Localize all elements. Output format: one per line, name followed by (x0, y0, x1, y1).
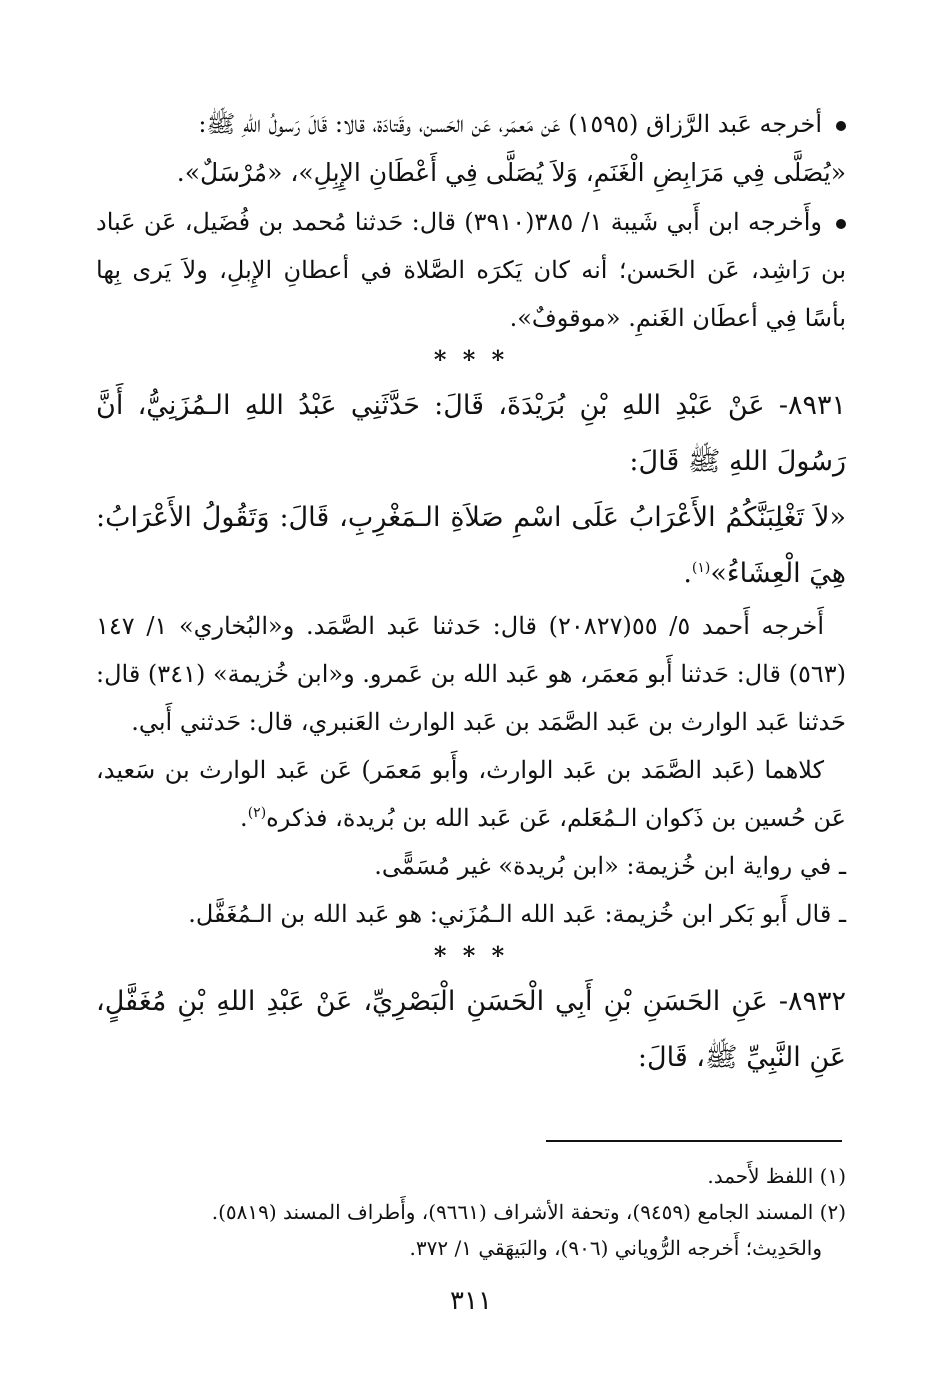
bullet-icon (836, 219, 846, 229)
hadith-8931-matn-text: «لاَ تَغْلِبَنَّكُمُ الأَعْرَابُ عَلَى اسْمِ صَلاَةِ الـمَغْرِبِ، قَالَ: وَتَقُولُ الأَعْرَابُ: هِيَ الْعِشَاءُ» (96, 502, 846, 589)
takhrij-abdulrazzaq-text: أخرجه عَبد الرَّزاق (١٥٩٥) عَن مَعمَر، عَن الحَسن، وقَتادَة، قالا: قَالَ رَسولُ اللهِ ﷺ: (198, 110, 822, 138)
footnote-divider (546, 1140, 842, 1142)
hadith-8931-note-1: ـ في رواية ابن خُزيمة: «ابن بُريدة» غير مُسَمًّى. (374, 852, 846, 880)
hadith-8931-takhrij: أَخرجه أَحمد ٥/ ٥٥(٢٠٨٢٧) قال: حَدثنا عَبد الصَّمَد. و«البُخاري» ١/ ١٤٧ (٥٦٣) قال: حَدثنا أَبو مَعمَر، هو عَبد الله بن عَمرو. و«ابن خُزيمة» (٣٤١) قال: حَدثنا عَبد الوارث بن عَبد الصَّمَد بن عَبد الوارث العَنبري، قال: حَدثني أَبي. (95, 612, 846, 736)
takhrij-ibn-abi-shayba (96, 198, 846, 342)
page-number: ٣١١ (450, 1286, 492, 1316)
hadith-8931-isnad: ٨٩٣١- عَنْ عَبْدِ اللهِ بْنِ بُرَيْدَةَ، قَالَ: حَدَّثَنِي عَبْدُ اللهِ الـمُزَنِيُّ، أَنَّ رَسُولَ اللهِ ﷺ قَالَ: (96, 390, 846, 477)
hadith-8931-both-end: . (240, 804, 248, 832)
mursal-quote: «يُصَلَّى فِي مَرَابِضِ الْغَنَمِ، وَلاَ يُصَلَّى فِي أَعْطَانِ الإِبِلِ»، «مُرْسَلٌ». (176, 158, 846, 187)
takhrij-ibn-abi-shayba-text: وأَخرجه ابن أَبي شَيبة ١/ ٣٨٥(٣٩١٠) قال: حَدثنا مُحمد بن فُضَيل، عَن عَباد بن رَاشِد، عَن الحَسن؛ أنه كان يَكرَه الصَّلاة في أعطانِ الإِبلِ، ولاَ يَرى بِها بأسًا فِي أعطَان الغَنمِ. «موقوفٌ». (96, 208, 846, 332)
footnote-2: (٢) المسند الجامع (٩٤٥٩)، وتحفة الأشراف (٩٦٦١)، وأَطراف المسند (٥٨١٩). (211, 1200, 846, 1224)
footnote-marker: (١) (691, 560, 711, 576)
bullet-icon (836, 121, 846, 131)
section-separator: * * * (433, 941, 509, 970)
hadith-8931-matn (96, 490, 846, 602)
hadith-8932-isnad: ٨٩٣٢- عَنِ الحَسَنِ بْنِ أَبِي الْحَسَنِ الْبَصْرِيِّ، عَنْ عَبْدِ اللهِ بْنِ مُغَفَّلٍ، عَنِ النَّبِيِّ ﷺ، قَالَ: (96, 986, 846, 1073)
hadith-8931-note-2: ـ قال أَبو بَكر ابن خُزيمة: عَبد الله الـمُزَني: هو عَبد الله بن الـمُغَفَّل. (188, 900, 846, 928)
footnote-2-continuation: والحَدِيث؛ أَخرجه الرُّوياني (٩٠٦)، والبَيهَقي ١/ ٣٧٢. (409, 1236, 822, 1260)
takhrij-abdulrazzaq (96, 100, 846, 148)
footnote-1: (١) اللفظ لأَحمد. (707, 1164, 846, 1188)
footnote-marker: (٢) (247, 805, 267, 821)
footnotes (96, 1158, 846, 1266)
section-separator: * * * (433, 345, 509, 374)
hadith-8931-both-text: كلاهما (عَبد الصَّمَد بن عَبد الوارث، وأَبو مَعمَر) عَن عَبد الوارث بن سَعيد، عَن حُسين بن ذَكوان الـمُعَلم، عَن عَبد الله بن بُريدة، فذكره (96, 756, 846, 832)
hadith-8931-matn-end: . (683, 558, 692, 589)
hadith-8931-both (96, 746, 846, 842)
page-body (96, 100, 846, 1086)
